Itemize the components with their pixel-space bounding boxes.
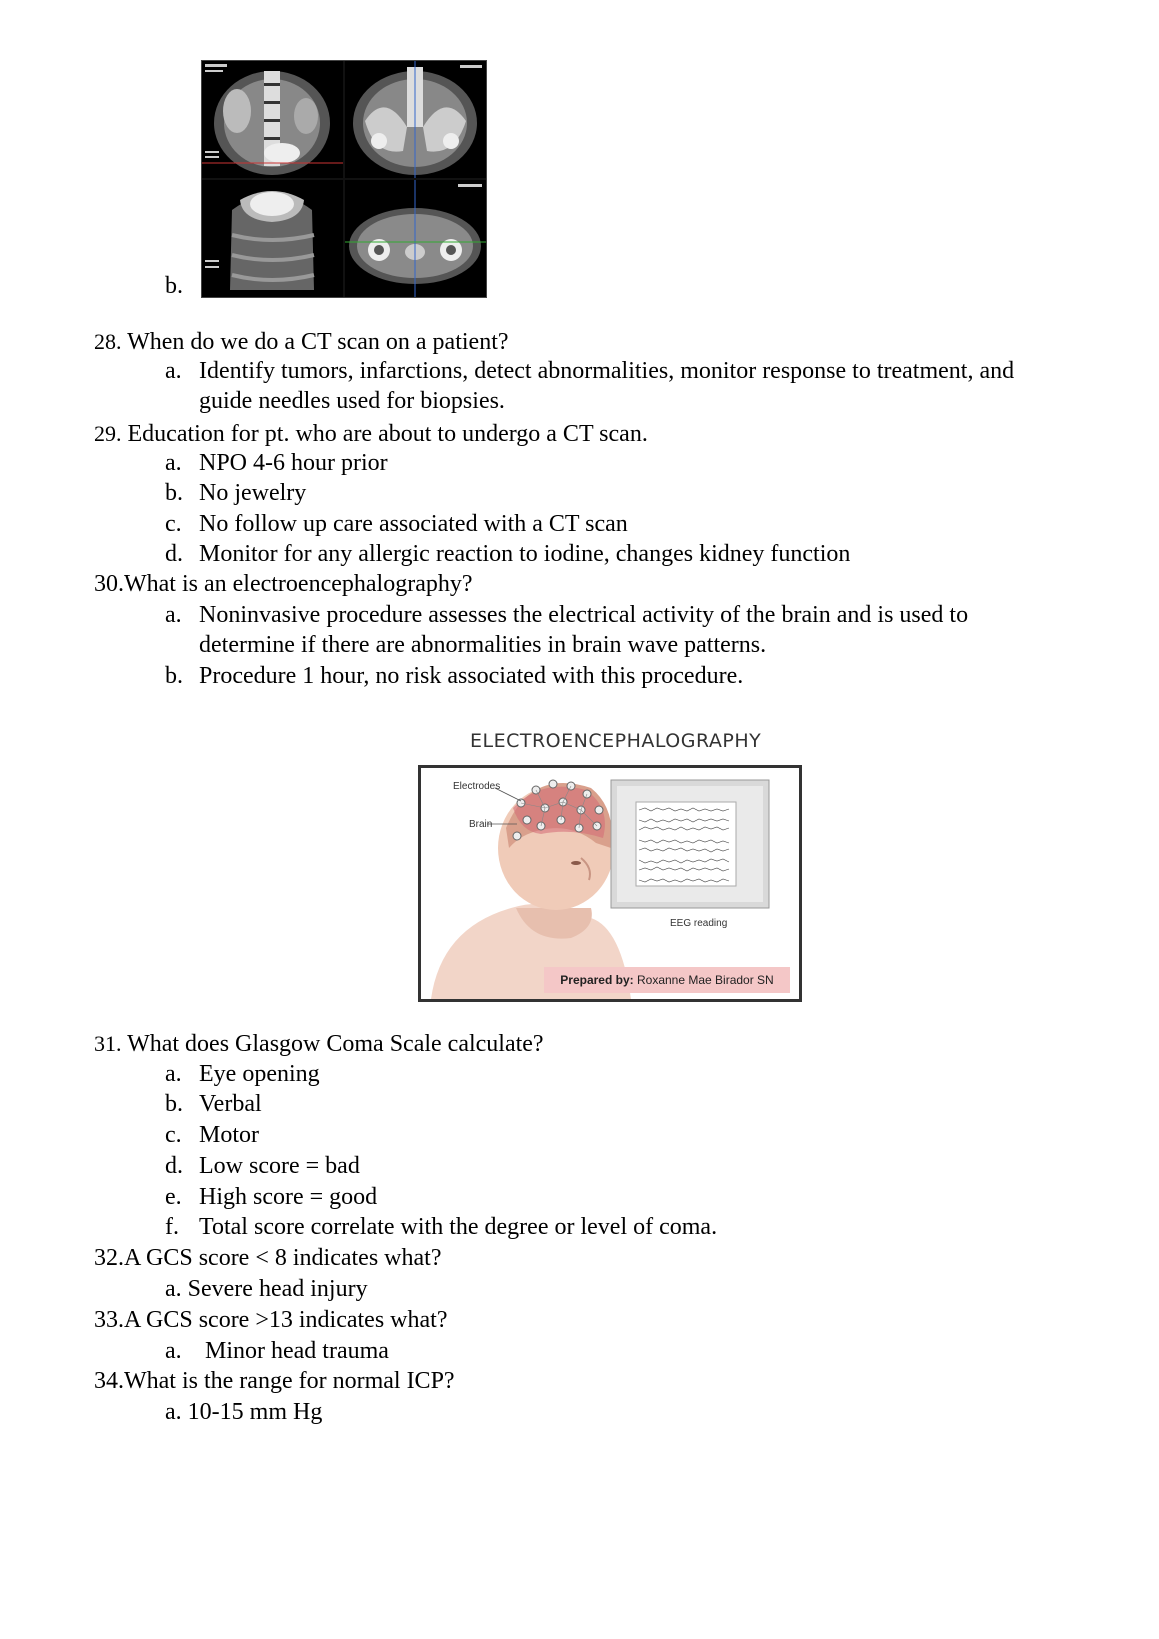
answer-29a	[165, 448, 388, 479]
question-29	[94, 418, 648, 450]
answer-label: b.	[165, 1091, 183, 1117]
question-number: 31.	[94, 1031, 122, 1056]
answer-29b	[165, 478, 306, 509]
ct-3d-rendering-view	[202, 180, 343, 297]
question-text: A GCS score >13 indicates what?	[124, 1307, 448, 1333]
answer-31f	[165, 1212, 717, 1243]
answer-label: e.	[165, 1184, 182, 1210]
answer-text: Monitor for any allergic reaction to iodine, changes kidney function	[199, 541, 851, 567]
answer-31e	[165, 1182, 377, 1213]
answer-label: a.	[165, 602, 182, 628]
answer-label: a.	[165, 1061, 182, 1087]
credit-name: Roxanne Mae Birador SN	[636, 973, 774, 987]
question-text: What is an electroencephalography?	[124, 571, 473, 597]
answer-label: a.	[165, 1338, 182, 1364]
answer-31d	[165, 1151, 360, 1182]
answer-label: c.	[165, 511, 182, 537]
answer-30a	[165, 600, 968, 631]
answer-text: No jewelry	[199, 480, 307, 506]
answer-text: Identify tumors, infarctions, detect abnormalities, monitor response to treatment, and	[199, 358, 1015, 384]
eeg-figure-title: ELECTROENCEPHALOGRAPHY	[470, 730, 762, 752]
answer-30b	[165, 661, 743, 692]
answer-32a	[165, 1274, 368, 1305]
question-text: When do we do a CT scan on a patient?	[127, 329, 509, 355]
answer-text: 10-15 mm Hg	[187, 1399, 323, 1425]
question-text: What does Glasgow Coma Scale calculate?	[127, 1031, 544, 1057]
answer-label: b.	[165, 663, 183, 689]
question-28	[94, 326, 509, 358]
answer-text: Severe head injury	[187, 1276, 368, 1302]
question-number: 33.	[94, 1307, 124, 1333]
ct-scan-image	[201, 60, 487, 298]
answer-text: Eye opening	[199, 1061, 320, 1087]
answer-label: a.	[165, 1399, 182, 1425]
question-33	[94, 1305, 447, 1336]
question-number: 32.	[94, 1245, 124, 1271]
question-number: 29.	[94, 421, 122, 446]
eeg-credit-banner	[544, 967, 790, 993]
eeg-label-brain: Brain	[469, 819, 493, 830]
credit-label: Prepared by:	[560, 973, 634, 987]
answer-label: a.	[165, 1276, 182, 1302]
answer-label: f.	[165, 1214, 179, 1240]
answer-text: Total score correlate with the degree or level of coma.	[199, 1214, 718, 1240]
eeg-drawing	[421, 768, 799, 999]
answer-label: a.	[165, 450, 182, 476]
eeg-illustration	[418, 765, 802, 1002]
ct-axial-view	[345, 180, 486, 297]
eeg-label-electrodes: Electrodes	[453, 781, 501, 792]
question-34	[94, 1366, 455, 1397]
question-text: What is the range for normal ICP?	[124, 1368, 455, 1394]
eeg-label-reading: EEG reading	[670, 918, 728, 929]
answer-31a	[165, 1059, 320, 1090]
answer-text: No follow up care associated with a CT scan	[199, 511, 628, 537]
answer-label: c.	[165, 1122, 182, 1148]
ct-coronal-view	[202, 61, 343, 178]
question-number: 30.	[94, 571, 124, 597]
answer-label: d.	[165, 1153, 183, 1179]
answer-label: d.	[165, 541, 183, 567]
answer-text: Low score = bad	[199, 1153, 360, 1179]
answer-28a	[165, 356, 1014, 387]
answer-text: Noninvasive procedure assesses the electrical activity of the brain and is used to	[199, 602, 969, 628]
answer-text: Procedure 1 hour, no risk associated with this procedure.	[199, 663, 744, 689]
question-number: 34.	[94, 1368, 124, 1394]
answer-text: Verbal	[199, 1091, 262, 1117]
answer-text: Minor head trauma	[199, 1338, 389, 1364]
answer-33a	[165, 1336, 389, 1367]
answer-label: b.	[165, 480, 183, 506]
answer-34a	[165, 1397, 322, 1428]
answer-text: High score = good	[199, 1184, 378, 1210]
answer-28a-continued: guide needles used for biopsies.	[199, 388, 505, 414]
answer-31c	[165, 1120, 259, 1151]
answer-29d	[165, 539, 850, 570]
answer-text: NPO 4-6 hour prior	[199, 450, 388, 476]
figure-item-label: b.	[165, 273, 183, 299]
question-number: 28.	[94, 329, 122, 354]
question-32	[94, 1243, 441, 1274]
answer-label: a.	[165, 358, 182, 384]
question-text: Education for pt. who are about to undergo a CT scan.	[127, 421, 648, 447]
answer-text: Motor	[199, 1122, 259, 1148]
question-30	[94, 569, 473, 600]
question-text: A GCS score < 8 indicates what?	[124, 1245, 442, 1271]
answer-29c	[165, 509, 628, 540]
answer-30a-continued: determine if there are abnormalities in brain wave patterns.	[199, 632, 767, 658]
answer-31b	[165, 1089, 262, 1120]
ct-pelvis-coronal-view	[345, 61, 486, 178]
question-31	[94, 1028, 544, 1060]
